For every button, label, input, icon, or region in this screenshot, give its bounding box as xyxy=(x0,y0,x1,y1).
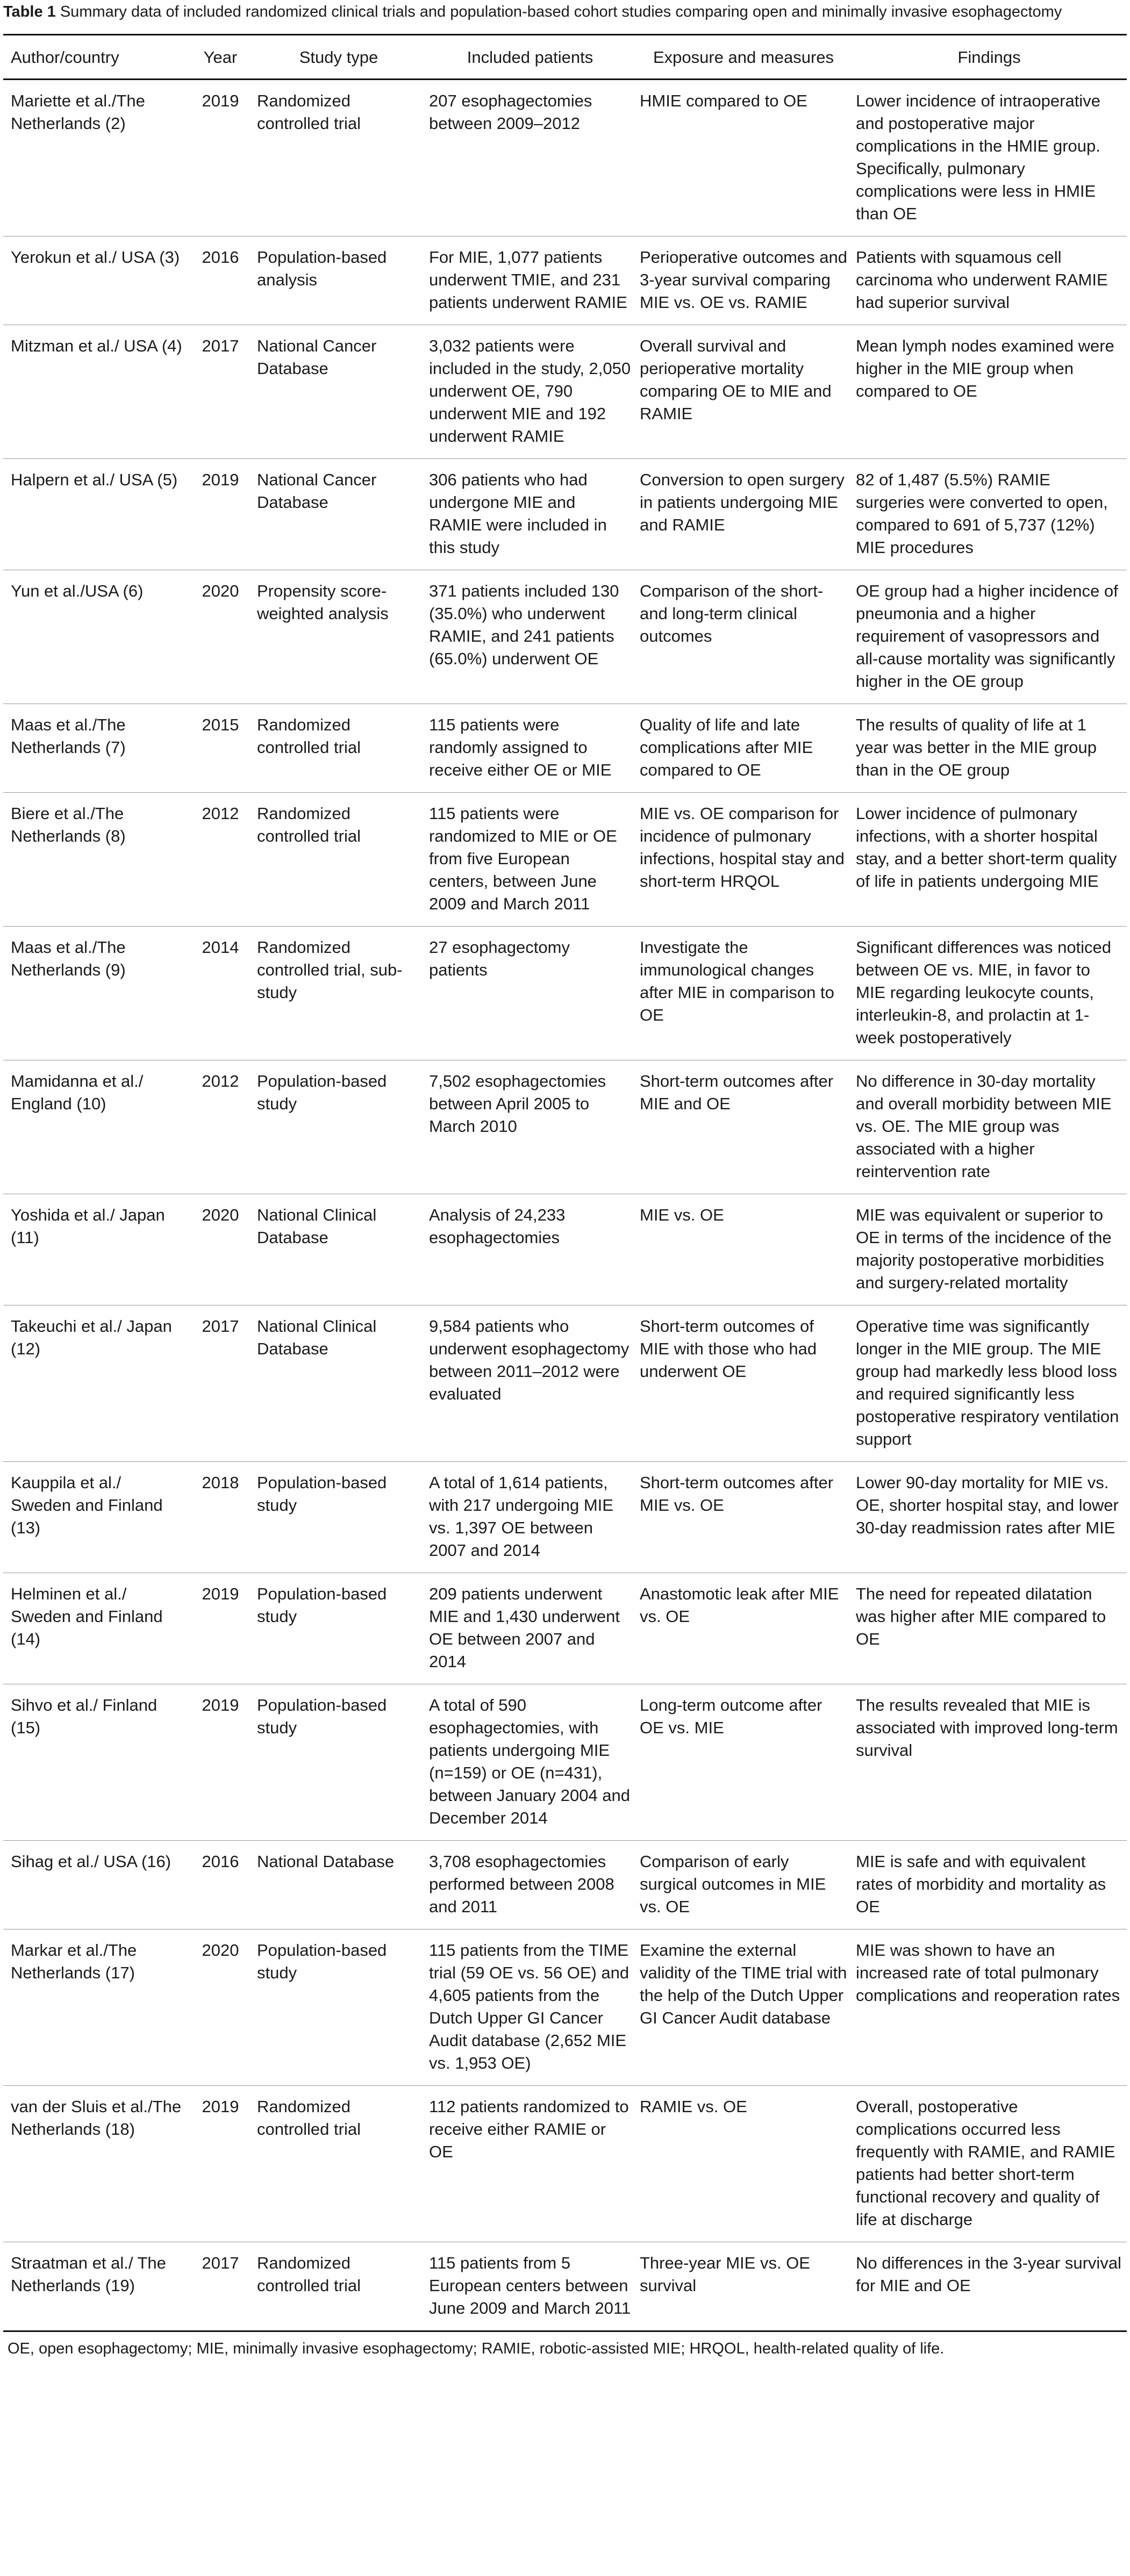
cell-findings: The results revealed that MIE is associated with improved long-term survival xyxy=(852,1684,1127,1841)
cell-exposure-measures: Short-term outcomes of MIE with those who had underwent OE xyxy=(635,1305,852,1462)
cell-findings: MIE was equivalent or superior to OE in terms of the incidence of the majority postoperative morbidities and surgery-related mortality xyxy=(852,1194,1127,1305)
cell-author-country: Yerokun et al./ USA (3) xyxy=(3,236,188,325)
cell-findings: The need for repeated dilatation was higher after MIE compared to OE xyxy=(852,1573,1127,1684)
cell-findings: MIE was shown to have an increased rate of total pulmonary complications and reoperation rates xyxy=(852,1929,1127,2086)
table-row xyxy=(3,325,1127,459)
cell-study-type: National Cancer Database xyxy=(253,459,425,570)
table-row xyxy=(3,1462,1127,1573)
cell-study-type: Population-based study xyxy=(253,1684,425,1841)
cell-author-country: Sihvo et al./ Finland (15) xyxy=(3,1684,188,1841)
cell-included-patients: 112 patients randomized to receive either RAMIE or OE xyxy=(425,2086,635,2242)
cell-exposure-measures: Perioperative outcomes and 3-year survival comparing MIE vs. OE vs. RAMIE xyxy=(635,236,852,325)
cell-year: 2017 xyxy=(188,1305,253,1462)
cell-study-type: Population-based study xyxy=(253,1462,425,1573)
cell-exposure-measures: MIE vs. OE xyxy=(635,1194,852,1305)
table-row xyxy=(3,1929,1127,2086)
table-row xyxy=(3,2242,1127,2331)
cell-included-patients: 27 esophagectomy patients xyxy=(425,927,635,1060)
cell-findings: Overall, postoperative complications occurred less frequently with RAMIE, and RAMIE patients had better short-term functional recovery and quality of life at discharge xyxy=(852,2086,1127,2242)
table-row xyxy=(3,236,1127,325)
cell-findings: Significant differences was noticed between OE vs. MIE, in favor to MIE regarding leukocyte counts, interleukin-8, and prolactin at 1-week postoperatively xyxy=(852,927,1127,1060)
cell-author-country: Biere et al./The Netherlands (8) xyxy=(3,793,188,927)
table-row xyxy=(3,1194,1127,1305)
cell-exposure-measures: Examine the external validity of the TIME trial with the help of the Dutch Upper GI Cancer Audit database xyxy=(635,1929,852,2086)
cell-author-country: Mamidanna et al./ England (10) xyxy=(3,1060,188,1194)
cell-exposure-measures: Investigate the immunological changes after MIE in comparison to OE xyxy=(635,927,852,1060)
cell-author-country: Straatman et al./ The Netherlands (19) xyxy=(3,2242,188,2331)
cell-included-patients: 115 patients from 5 European centers between June 2009 and March 2011 xyxy=(425,2242,635,2331)
table-caption xyxy=(3,2,1127,22)
cell-year: 2020 xyxy=(188,1929,253,2086)
cell-author-country: Yoshida et al./ Japan (11) xyxy=(3,1194,188,1305)
cell-exposure-measures: Overall survival and perioperative mortality comparing OE to MIE and RAMIE xyxy=(635,325,852,459)
cell-findings: The results of quality of life at 1 year was better in the MIE group than in the OE group xyxy=(852,704,1127,793)
cell-year: 2019 xyxy=(188,1573,253,1684)
cell-exposure-measures: Anastomotic leak after MIE vs. OE xyxy=(635,1573,852,1684)
header-included-patients: Included patients xyxy=(425,35,635,80)
cell-study-type: Population-based study xyxy=(253,1929,425,2086)
cell-findings: No differences in the 3-year survival for MIE and OE xyxy=(852,2242,1127,2331)
summary-table xyxy=(3,34,1127,2332)
cell-included-patients: 306 patients who had undergone MIE and RAMIE were included in this study xyxy=(425,459,635,570)
table-row xyxy=(3,793,1127,927)
cell-year: 2017 xyxy=(188,325,253,459)
header-findings: Findings xyxy=(852,35,1127,80)
cell-study-type: National Database xyxy=(253,1841,425,1929)
header-study-type: Study type xyxy=(253,35,425,80)
cell-year: 2016 xyxy=(188,1841,253,1929)
cell-exposure-measures: Three-year MIE vs. OE survival xyxy=(635,2242,852,2331)
cell-year: 2020 xyxy=(188,570,253,704)
table-row xyxy=(3,459,1127,570)
table-row xyxy=(3,1060,1127,1194)
cell-author-country: Mariette et al./The Netherlands (2) xyxy=(3,80,188,236)
cell-study-type: National Clinical Database xyxy=(253,1305,425,1462)
cell-author-country: Maas et al./The Netherlands (9) xyxy=(3,927,188,1060)
cell-author-country: Maas et al./The Netherlands (7) xyxy=(3,704,188,793)
table-row xyxy=(3,1841,1127,1929)
cell-exposure-measures: Comparison of the short- and long-term clinical outcomes xyxy=(635,570,852,704)
cell-year: 2016 xyxy=(188,236,253,325)
table-header-row xyxy=(3,35,1127,80)
cell-findings: Lower incidence of pulmonary infections, with a shorter hospital stay, and a better short-term quality of life in patients undergoing MIE xyxy=(852,793,1127,927)
header-author-country: Author/country xyxy=(3,35,188,80)
cell-year: 2019 xyxy=(188,2086,253,2242)
cell-findings: Mean lymph nodes examined were higher in the MIE group when compared to OE xyxy=(852,325,1127,459)
cell-included-patients: 115 patients were randomly assigned to receive either OE or MIE xyxy=(425,704,635,793)
cell-included-patients: 209 patients underwent MIE and 1,430 underwent OE between 2007 and 2014 xyxy=(425,1573,635,1684)
cell-exposure-measures: Long-term outcome after OE vs. MIE xyxy=(635,1684,852,1841)
table-row xyxy=(3,570,1127,704)
cell-exposure-measures: RAMIE vs. OE xyxy=(635,2086,852,2242)
cell-year: 2015 xyxy=(188,704,253,793)
cell-author-country: Markar et al./The Netherlands (17) xyxy=(3,1929,188,2086)
cell-findings: Lower 90-day mortality for MIE vs. OE, shorter hospital stay, and lower 30-day readmission rates after MIE xyxy=(852,1462,1127,1573)
table-footnote: OE, open esophagectomy; MIE, minimally invasive esophagectomy; RAMIE, robotic-assisted MIE; HRQOL, health-related quality of life. xyxy=(8,2340,945,2357)
cell-year: 2012 xyxy=(188,793,253,927)
header-year: Year xyxy=(188,35,253,80)
cell-included-patients: For MIE, 1,077 patients underwent TMIE, and 231 patients underwent RAMIE xyxy=(425,236,635,325)
cell-exposure-measures: HMIE compared to OE xyxy=(635,80,852,236)
cell-included-patients: 115 patients from the TIME trial (59 OE vs. 56 OE) and 4,605 patients from the Dutch Upper GI Cancer Audit database (2,652 MIE vs. 1,953 OE) xyxy=(425,1929,635,2086)
cell-author-country: Helminen et al./ Sweden and Finland (14) xyxy=(3,1573,188,1684)
cell-author-country: Mitzman et al./ USA (4) xyxy=(3,325,188,459)
cell-included-patients: 115 patients were randomized to MIE or OE from five European centers, between June 2009 and March 2011 xyxy=(425,793,635,927)
cell-author-country: Sihag et al./ USA (16) xyxy=(3,1841,188,1929)
table-body xyxy=(3,80,1127,2331)
cell-author-country: Kauppila et al./ Sweden and Finland (13) xyxy=(3,1462,188,1573)
cell-included-patients: 3,032 patients were included in the study, 2,050 underwent OE, 790 underwent MIE and 192 underwent RAMIE xyxy=(425,325,635,459)
table-row xyxy=(3,1684,1127,1841)
cell-study-type: Population-based study xyxy=(253,1573,425,1684)
cell-findings: No difference in 30-day mortality and overall morbidity between MIE vs. OE. The MIE group was associated with a higher reintervention rate xyxy=(852,1060,1127,1194)
cell-year: 2020 xyxy=(188,1194,253,1305)
table-row xyxy=(3,2086,1127,2242)
table-caption-label: Table 1 xyxy=(3,3,56,20)
cell-study-type: Randomized controlled trial, sub-study xyxy=(253,927,425,1060)
cell-year: 2019 xyxy=(188,459,253,570)
cell-study-type: Population-based study xyxy=(253,1060,425,1194)
cell-year: 2019 xyxy=(188,1684,253,1841)
table-row xyxy=(3,927,1127,1060)
cell-included-patients: Analysis of 24,233 esophagectomies xyxy=(425,1194,635,1305)
cell-included-patients: A total of 1,614 patients, with 217 undergoing MIE vs. 1,397 OE between 2007 and 2014 xyxy=(425,1462,635,1573)
document-page xyxy=(0,2,1130,2359)
cell-findings: Lower incidence of intraoperative and postoperative major complications in the HMIE group. Specifically, pulmonary complications were less in HMIE than OE xyxy=(852,80,1127,236)
cell-included-patients: A total of 590 esophagectomies, with patients undergoing MIE (n=159) or OE (n=431), between January 2004 and December 2014 xyxy=(425,1684,635,1841)
cell-exposure-measures: Comparison of early surgical outcomes in MIE vs. OE xyxy=(635,1841,852,1929)
cell-study-type: Propensity score-weighted analysis xyxy=(253,570,425,704)
table-row xyxy=(3,1305,1127,1462)
cell-findings: Operative time was significantly longer in the MIE group. The MIE group had markedly less blood loss and required significantly less postoperative respiratory ventilation support xyxy=(852,1305,1127,1462)
cell-included-patients: 3,708 esophagectomies performed between 2008 and 2011 xyxy=(425,1841,635,1929)
table-row xyxy=(3,80,1127,236)
cell-findings: OE group had a higher incidence of pneumonia and a higher requirement of vasopressors and all-cause mortality was significantly higher in the OE group xyxy=(852,570,1127,704)
table-header xyxy=(3,35,1127,80)
cell-study-type: Randomized controlled trial xyxy=(253,2242,425,2331)
cell-author-country: Yun et al./USA (6) xyxy=(3,570,188,704)
cell-year: 2012 xyxy=(188,1060,253,1194)
cell-exposure-measures: MIE vs. OE comparison for incidence of pulmonary infections, hospital stay and short-term HRQOL xyxy=(635,793,852,927)
table-caption-text: Summary data of included randomized clinical trials and population-based cohort studies comparing open and minimally invasive esophagectomy xyxy=(60,3,1062,20)
cell-study-type: Population-based analysis xyxy=(253,236,425,325)
cell-study-type: Randomized controlled trial xyxy=(253,704,425,793)
cell-study-type: Randomized controlled trial xyxy=(253,2086,425,2242)
cell-study-type: Randomized controlled trial xyxy=(253,793,425,927)
cell-findings: 82 of 1,487 (5.5%) RAMIE surgeries were converted to open, compared to 691 of 5,737 (12%) MIE procedures xyxy=(852,459,1127,570)
table-row xyxy=(3,1573,1127,1684)
cell-study-type: National Cancer Database xyxy=(253,325,425,459)
cell-findings: Patients with squamous cell carcinoma who underwent RAMIE had superior survival xyxy=(852,236,1127,325)
cell-included-patients: 7,502 esophagectomies between April 2005 to March 2010 xyxy=(425,1060,635,1194)
header-exposure-measures: Exposure and measures xyxy=(635,35,852,80)
cell-exposure-measures: Quality of life and late complications after MIE compared to OE xyxy=(635,704,852,793)
cell-exposure-measures: Conversion to open surgery in patients undergoing MIE and RAMIE xyxy=(635,459,852,570)
cell-year: 2014 xyxy=(188,927,253,1060)
cell-included-patients: 9,584 patients who underwent esophagectomy between 2011–2012 were evaluated xyxy=(425,1305,635,1462)
cell-exposure-measures: Short-term outcomes after MIE and OE xyxy=(635,1060,852,1194)
cell-study-type: National Clinical Database xyxy=(253,1194,425,1305)
cell-year: 2017 xyxy=(188,2242,253,2331)
cell-author-country: Takeuchi et al./ Japan (12) xyxy=(3,1305,188,1462)
cell-study-type: Randomized controlled trial xyxy=(253,80,425,236)
cell-exposure-measures: Short-term outcomes after MIE vs. OE xyxy=(635,1462,852,1573)
table-row xyxy=(3,704,1127,793)
cell-included-patients: 207 esophagectomies between 2009–2012 xyxy=(425,80,635,236)
cell-author-country: Halpern et al./ USA (5) xyxy=(3,459,188,570)
cell-included-patients: 371 patients included 130 (35.0%) who underwent RAMIE, and 241 patients (65.0%) underwent OE xyxy=(425,570,635,704)
cell-year: 2018 xyxy=(188,1462,253,1573)
cell-findings: MIE is safe and with equivalent rates of morbidity and mortality as OE xyxy=(852,1841,1127,1929)
cell-author-country: van der Sluis et al./The Netherlands (18) xyxy=(3,2086,188,2242)
cell-year: 2019 xyxy=(188,80,253,236)
